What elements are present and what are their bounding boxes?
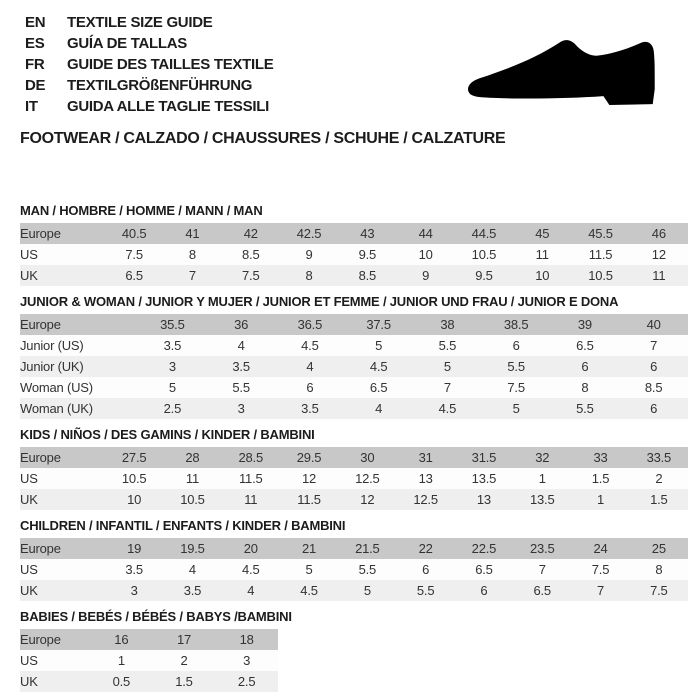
- table-row-us: [20, 468, 688, 489]
- size-value: 24: [571, 538, 629, 559]
- size-value: 43: [338, 223, 396, 244]
- size-value: 4: [207, 335, 276, 356]
- size-value: 13: [455, 489, 513, 510]
- size-value: 6: [619, 356, 688, 377]
- size-value: 4.5: [344, 356, 413, 377]
- size-value: 1: [571, 489, 629, 510]
- row-label: UK: [20, 265, 105, 286]
- language-code: FR: [25, 56, 45, 73]
- size-value: 13.5: [455, 468, 513, 489]
- size-value: 1.5: [630, 489, 688, 510]
- table-row-europe: [20, 538, 688, 559]
- size-value: 6: [455, 580, 513, 601]
- language-title: GUÍA DE TALLAS: [67, 35, 187, 52]
- row-label: Europe: [20, 447, 105, 468]
- size-value: 7.5: [482, 377, 551, 398]
- size-value: 4: [276, 356, 345, 377]
- size-value: 38.5: [482, 314, 551, 335]
- row-label: Junior (US): [20, 335, 138, 356]
- size-value: 2.5: [215, 671, 278, 692]
- row-label: Europe: [20, 314, 138, 335]
- size-value: 31.5: [455, 447, 513, 468]
- size-section-children: [20, 518, 688, 601]
- size-value: 44.5: [455, 223, 513, 244]
- size-value: 33.5: [630, 447, 688, 468]
- size-value: 1: [513, 468, 571, 489]
- size-value: 3: [138, 356, 207, 377]
- size-table-kids: [20, 447, 688, 510]
- size-value: 8: [551, 377, 620, 398]
- size-value: 46: [630, 223, 688, 244]
- size-value: 3.5: [207, 356, 276, 377]
- size-value: 5.5: [207, 377, 276, 398]
- category-heading: FOOTWEAR / CALZADO / CHAUSSURES / SCHUHE / CALZATURE: [20, 130, 506, 147]
- language-title: TEXTILE SIZE GUIDE: [67, 14, 213, 31]
- size-value: 3: [105, 580, 163, 601]
- size-value: 11: [630, 265, 688, 286]
- size-value: 6.5: [513, 580, 571, 601]
- size-value: 20: [222, 538, 280, 559]
- size-value: 28.5: [222, 447, 280, 468]
- size-value: 40.5: [105, 223, 163, 244]
- size-value: 1: [90, 650, 153, 671]
- size-value: 8.5: [338, 265, 396, 286]
- size-value: 13: [396, 468, 454, 489]
- size-value: 1.5: [153, 671, 216, 692]
- table-row-junior-us-: [20, 335, 688, 356]
- size-value: 7: [163, 265, 221, 286]
- size-value: 6: [482, 335, 551, 356]
- table-row-us: [20, 244, 688, 265]
- size-value: 22: [396, 538, 454, 559]
- size-value: 9: [280, 244, 338, 265]
- size-value: 18: [215, 629, 278, 650]
- size-value: 8: [163, 244, 221, 265]
- size-value: 10: [105, 489, 163, 510]
- size-value: 23.5: [513, 538, 571, 559]
- language-title: GUIDA ALLE TAGLIE TESSILI: [67, 98, 269, 115]
- size-section-babies: [20, 609, 688, 692]
- table-row-uk: [20, 671, 278, 692]
- size-value: 27.5: [105, 447, 163, 468]
- size-value: 11.5: [571, 244, 629, 265]
- size-value: 6: [276, 377, 345, 398]
- language-title: TEXTILGRÖßENFÜHRUNG: [67, 77, 253, 94]
- size-table-children: [20, 538, 688, 601]
- row-label: US: [20, 244, 105, 265]
- size-value: 5.5: [551, 398, 620, 419]
- size-value: 5: [338, 580, 396, 601]
- size-value: 10.5: [455, 244, 513, 265]
- size-tables-container: [20, 203, 688, 692]
- size-section-junior-woman: [20, 294, 688, 419]
- size-value: 19: [105, 538, 163, 559]
- table-row-uk: [20, 580, 688, 601]
- size-value: 4.5: [413, 398, 482, 419]
- size-value: 5.5: [413, 335, 482, 356]
- row-label: Europe: [20, 223, 105, 244]
- row-label: Europe: [20, 538, 105, 559]
- language-row-en: [20, 12, 688, 33]
- size-value: 45: [513, 223, 571, 244]
- size-value: 13.5: [513, 489, 571, 510]
- size-value: 44: [396, 223, 454, 244]
- size-value: 9.5: [455, 265, 513, 286]
- size-value: 6: [551, 356, 620, 377]
- size-value: 5: [280, 559, 338, 580]
- size-value: 4.5: [280, 580, 338, 601]
- size-value: 17: [153, 629, 216, 650]
- size-value: 3: [215, 650, 278, 671]
- size-value: 4: [344, 398, 413, 419]
- size-value: 12: [338, 489, 396, 510]
- size-value: 7: [413, 377, 482, 398]
- size-value: 11: [163, 468, 221, 489]
- size-value: 36.5: [276, 314, 345, 335]
- table-row-europe: [20, 223, 688, 244]
- table-row-europe: [20, 314, 688, 335]
- row-label: UK: [20, 489, 105, 510]
- table-row-junior-uk-: [20, 356, 688, 377]
- size-value: 5: [413, 356, 482, 377]
- language-code: IT: [25, 98, 38, 115]
- language-code: EN: [25, 14, 46, 31]
- size-value: 6.5: [455, 559, 513, 580]
- size-value: 7: [571, 580, 629, 601]
- table-row-us: [20, 559, 688, 580]
- language-title: GUIDE DES TAILLES TEXTILE: [67, 56, 274, 73]
- table-row-woman-us-: [20, 377, 688, 398]
- size-value: 21.5: [338, 538, 396, 559]
- size-value: 12.5: [396, 489, 454, 510]
- size-value: 5: [138, 377, 207, 398]
- size-value: 7: [619, 335, 688, 356]
- size-value: 9: [396, 265, 454, 286]
- size-value: 9.5: [338, 244, 396, 265]
- section-title-children: CHILDREN / INFANTIL / ENFANTS / KINDER / BAMBINI: [20, 518, 346, 533]
- size-value: 30: [338, 447, 396, 468]
- table-row-europe: [20, 629, 278, 650]
- size-value: 38: [413, 314, 482, 335]
- size-value: 16: [90, 629, 153, 650]
- size-value: 40: [619, 314, 688, 335]
- size-value: 5: [344, 335, 413, 356]
- size-value: 33: [571, 447, 629, 468]
- table-row-europe: [20, 447, 688, 468]
- size-value: 8: [280, 265, 338, 286]
- size-value: 0.5: [90, 671, 153, 692]
- size-value: 10.5: [105, 468, 163, 489]
- section-title-kids: KIDS / NIÑOS / DES GAMINS / KINDER / BAMBINI: [20, 427, 315, 442]
- row-label: UK: [20, 671, 90, 692]
- row-label: Woman (US): [20, 377, 138, 398]
- size-value: 8.5: [222, 244, 280, 265]
- size-value: 45.5: [571, 223, 629, 244]
- size-value: 5.5: [482, 356, 551, 377]
- size-value: 10: [513, 265, 571, 286]
- size-table-babies: [20, 629, 278, 692]
- size-table-junior-woman: [20, 314, 688, 419]
- size-value: 8.5: [619, 377, 688, 398]
- table-row-us: [20, 650, 278, 671]
- size-value: 4: [163, 559, 221, 580]
- size-value: 5: [482, 398, 551, 419]
- size-value: 7.5: [630, 580, 688, 601]
- row-label: Europe: [20, 629, 90, 650]
- size-value: 6: [396, 559, 454, 580]
- table-row-uk: [20, 489, 688, 510]
- size-section-man: [20, 203, 688, 286]
- size-value: 39: [551, 314, 620, 335]
- row-label: US: [20, 650, 90, 671]
- table-row-uk: [20, 265, 688, 286]
- size-value: 2: [153, 650, 216, 671]
- size-value: 19.5: [163, 538, 221, 559]
- size-value: 37.5: [344, 314, 413, 335]
- size-value: 6.5: [551, 335, 620, 356]
- table-row-woman-uk-: [20, 398, 688, 419]
- size-value: 42.5: [280, 223, 338, 244]
- size-value: 6.5: [105, 265, 163, 286]
- size-value: 31: [396, 447, 454, 468]
- size-guide-page: [20, 12, 688, 700]
- size-value: 11.5: [222, 468, 280, 489]
- size-value: 3.5: [163, 580, 221, 601]
- size-value: 7: [513, 559, 571, 580]
- size-section-kids: [20, 427, 688, 510]
- size-value: 36: [207, 314, 276, 335]
- row-label: US: [20, 468, 105, 489]
- row-label: Junior (UK): [20, 356, 138, 377]
- size-value: 41: [163, 223, 221, 244]
- language-code: ES: [25, 35, 45, 52]
- size-value: 25: [630, 538, 688, 559]
- size-value: 7.5: [222, 265, 280, 286]
- size-value: 11: [222, 489, 280, 510]
- size-value: 12.5: [338, 468, 396, 489]
- size-value: 2: [630, 468, 688, 489]
- size-value: 35.5: [138, 314, 207, 335]
- size-value: 7.5: [105, 244, 163, 265]
- size-value: 4.5: [276, 335, 345, 356]
- size-value: 2.5: [138, 398, 207, 419]
- row-label: US: [20, 559, 105, 580]
- row-label: UK: [20, 580, 105, 601]
- size-value: 10.5: [163, 489, 221, 510]
- size-value: 21: [280, 538, 338, 559]
- size-value: 11: [513, 244, 571, 265]
- size-value: 8: [630, 559, 688, 580]
- section-title-junior-woman: JUNIOR & WOMAN / JUNIOR Y MUJER / JUNIOR ET FEMME / JUNIOR UND FRAU / JUNIOR E DONA: [20, 294, 619, 309]
- size-value: 3.5: [276, 398, 345, 419]
- size-value: 4: [222, 580, 280, 601]
- size-value: 6.5: [344, 377, 413, 398]
- size-value: 1.5: [571, 468, 629, 489]
- size-value: 10: [396, 244, 454, 265]
- size-value: 3.5: [138, 335, 207, 356]
- size-value: 3.5: [105, 559, 163, 580]
- size-value: 22.5: [455, 538, 513, 559]
- shoe-icon: [464, 38, 662, 109]
- language-code: DE: [25, 77, 46, 94]
- size-value: 3: [207, 398, 276, 419]
- size-value: 32: [513, 447, 571, 468]
- size-value: 5.5: [338, 559, 396, 580]
- section-title-man: MAN / HOMBRE / HOMME / MANN / MAN: [20, 203, 263, 218]
- size-value: 29.5: [280, 447, 338, 468]
- size-value: 28: [163, 447, 221, 468]
- size-value: 10.5: [571, 265, 629, 286]
- size-value: 6: [619, 398, 688, 419]
- size-table-man: [20, 223, 688, 286]
- row-label: Woman (UK): [20, 398, 138, 419]
- size-value: 12: [280, 468, 338, 489]
- size-value: 5.5: [396, 580, 454, 601]
- section-title-babies: BABIES / BEBÉS / BÉBÉS / BABYS /BAMBINI: [20, 609, 292, 624]
- size-value: 7.5: [571, 559, 629, 580]
- size-value: 11.5: [280, 489, 338, 510]
- size-value: 42: [222, 223, 280, 244]
- size-value: 12: [630, 244, 688, 265]
- size-value: 4.5: [222, 559, 280, 580]
